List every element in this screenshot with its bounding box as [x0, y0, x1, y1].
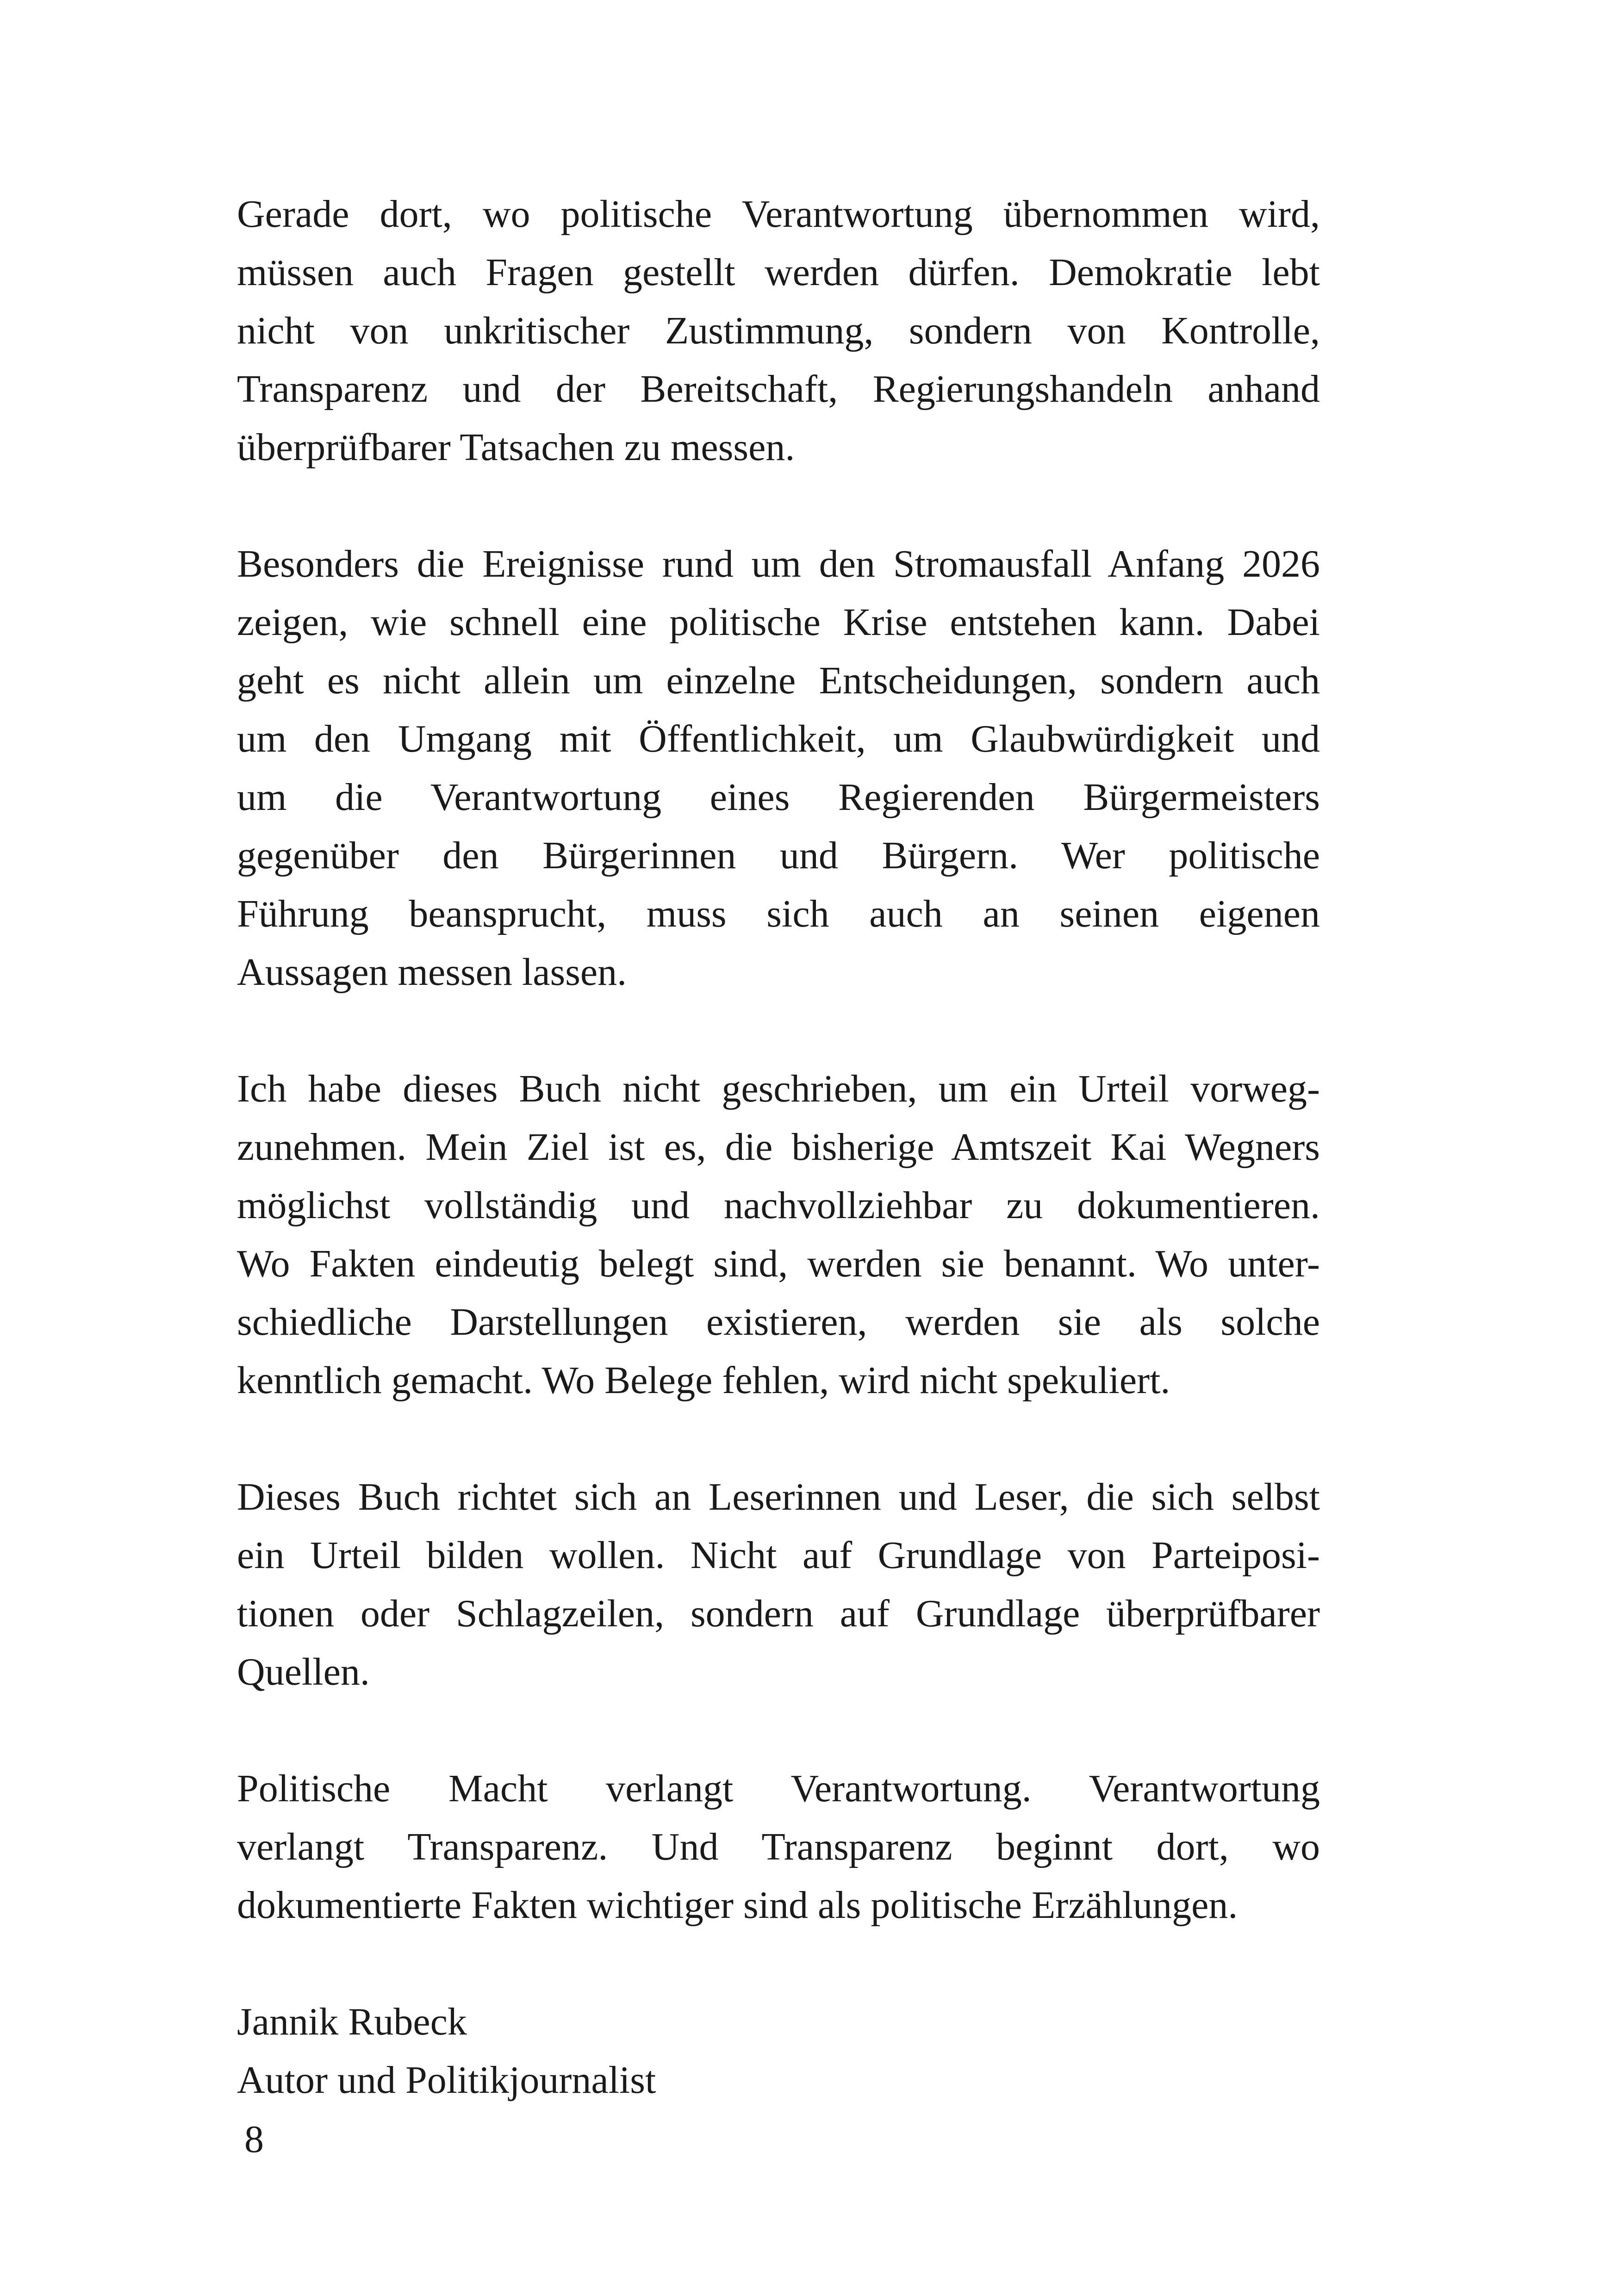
text-line: dokumentierte Fakten wichtiger sind als politische Erzählungen. [237, 1884, 1238, 1927]
text-line: zunehmen. Mein Ziel ist es, die bisherige Amtszeit Kai Wegners [237, 1126, 1320, 1169]
text-line: verlangt Transparenz. Und Transparenz beginnt dort, wo [237, 1825, 1320, 1868]
text-line: Quellen. [237, 1650, 370, 1693]
signature-block [237, 1993, 1320, 2109]
text-line: nicht von unkritischer Zustimmung, sondern von Kontrolle, [237, 309, 1320, 352]
text-line: müssen auch Fragen gestellt werden dürfen. Demokratie lebt [237, 251, 1320, 294]
text-line: Aussagen messen lassen. [237, 951, 627, 994]
text-line: geht es nicht allein um einzelne Entscheidungen, sondern auch [237, 659, 1320, 702]
text-line: um den Umgang mit Öffentlichkeit, um Glaubwürdigkeit und [237, 717, 1320, 760]
paragraph-5 [237, 1760, 1320, 1935]
text-line: überprüfbarer Tatsachen zu messen. [237, 426, 795, 469]
text-line: Politische Macht verlangt Verantwortung. Verantwortung [237, 1767, 1320, 1810]
text-line: kenntlich gemacht. Wo Belege fehlen, wird nicht spekuliert. [237, 1359, 1170, 1402]
paragraph-1 [237, 185, 1320, 477]
paragraph-3 [237, 1060, 1320, 1410]
text-line: möglichst vollständig und nachvollziehbar zu dokumentieren. [237, 1184, 1320, 1227]
text-line: gegenüber den Bürgerinnen und Bürgern. Wer politische [237, 834, 1320, 877]
paragraph-4 [237, 1468, 1320, 1701]
text-line: Wo Fakten eindeutig belegt sind, werden sie benannt. Wo unter- [237, 1242, 1320, 1285]
page-number: 8 [244, 2118, 264, 2161]
text-line: Besonders die Ereignisse rund um den Stromausfall Anfang 2026 [237, 542, 1320, 585]
text-line: Ich habe dieses Buch nicht geschrieben, um ein Urteil vorweg- [237, 1067, 1320, 1110]
text-line: tionen oder Schlagzeilen, sondern auf Grundlage überprüfbarer [237, 1592, 1320, 1635]
text-line: schiedliche Darstellungen existieren, werden sie als solche [237, 1300, 1320, 1344]
paragraph-2 [237, 535, 1320, 1002]
text-line: Transparenz und der Bereitschaft, Regierungshandeln anhand [237, 367, 1320, 411]
text-line: zeigen, wie schnell eine politische Krise entstehen kann. Dabei [237, 601, 1320, 644]
text-line: Führung beansprucht, muss sich auch an seinen eigenen [237, 892, 1320, 935]
body-text [237, 185, 1320, 2109]
text-line: um die Verantwortung eines Regierenden Bürgermeisters [237, 776, 1320, 819]
text-line: Dieses Buch richtet sich an Leserinnen und Leser, die sich selbst [237, 1475, 1320, 1518]
text-line: ein Urteil bilden wollen. Nicht auf Grundlage von Parteiposi- [237, 1534, 1320, 1577]
text-line: Gerade dort, wo politische Verantwortung übernommen wird, [237, 193, 1320, 236]
author-name: Jannik Rubeck [237, 2000, 467, 2043]
author-role: Autor und Politikjournalist [237, 2059, 656, 2102]
